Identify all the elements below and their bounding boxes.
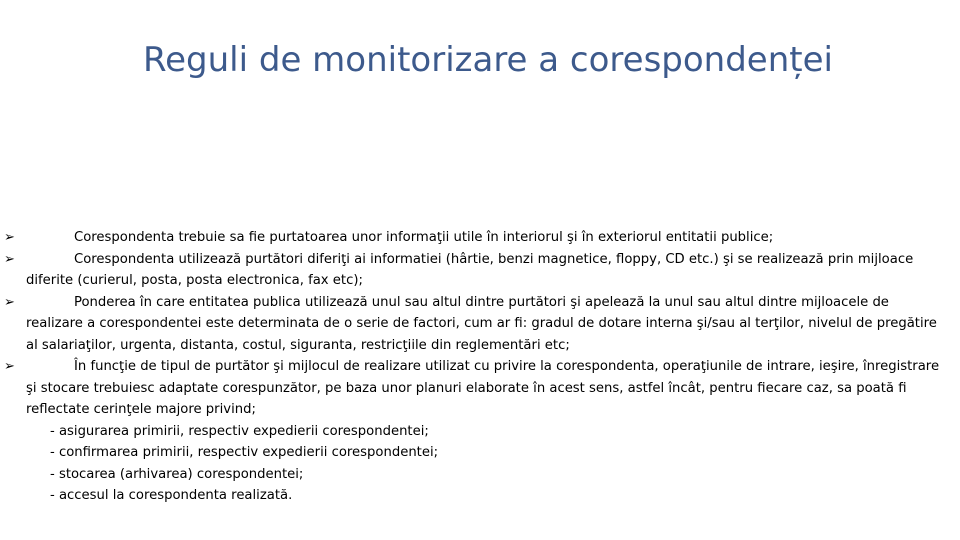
bullet-item	[0, 227, 945, 249]
bullet-text: Corespondenta utilizează purtători diferiţi ai informatiei (hârtie, benzi magnetice, floppy, CD etc.) şi se realizează prin mijloace diferite (curierul, posta, posta electronica, fax etc);	[26, 251, 914, 288]
bullet-item	[0, 356, 945, 421]
sub-list-item: - asigurarea primirii, respectiv expedierii corespondentei;	[50, 423, 429, 439]
bullet-text: Ponderea în care entitatea publica utilizează unul sau altul dintre purtători şi apelează la unul sau altul dintre mijloacele de realizare a corespondentei este determinata de o serie de factori, cum ar fi: gradul de dotare interna şi/sau al terţilor, nivelul de pregătire al salariaţilor, urgenta, distanta, costul, siguranta, restricţiile din reglementări etc;	[26, 294, 937, 353]
bullet-item	[0, 292, 945, 357]
sub-list-item: - accesul la corespondenta realizată.	[50, 488, 293, 503]
slide-body	[0, 227, 945, 507]
arrowhead-bullet-icon: ➢	[4, 294, 15, 310]
arrowhead-bullet-icon: ➢	[4, 230, 15, 245]
slide-title: Reguli de monitorizare a corespondenței	[143, 40, 833, 80]
bullet-text: Corespondenta trebuie sa fie purtatoarea unor informaţii utile în interiorul şi în exteriorul entitatii publice;	[74, 230, 774, 245]
arrowhead-bullet-icon: ➢	[4, 359, 15, 374]
bullet-item	[0, 249, 945, 292]
arrowhead-bullet-icon: ➢	[4, 251, 15, 267]
sub-list-item: - stocarea (arhivarea) corespondentei;	[50, 466, 304, 482]
sub-list-item: - confirmarea primirii, respectiv expedierii corespondentei;	[50, 445, 439, 460]
bullet-text: În funcţie de tipul de purtător şi mijlocul de realizare utilizat cu privire la corespondenta, operaţiunile de intrare, ieşire, înregistrare şi stocare trebuiesc adaptate corespunzător, pe baza unor planuri elaborate în acest sens, astfel încât, pentru fiecare caz, sa poată fi reflectate cerinţele majore privind;	[26, 359, 940, 417]
